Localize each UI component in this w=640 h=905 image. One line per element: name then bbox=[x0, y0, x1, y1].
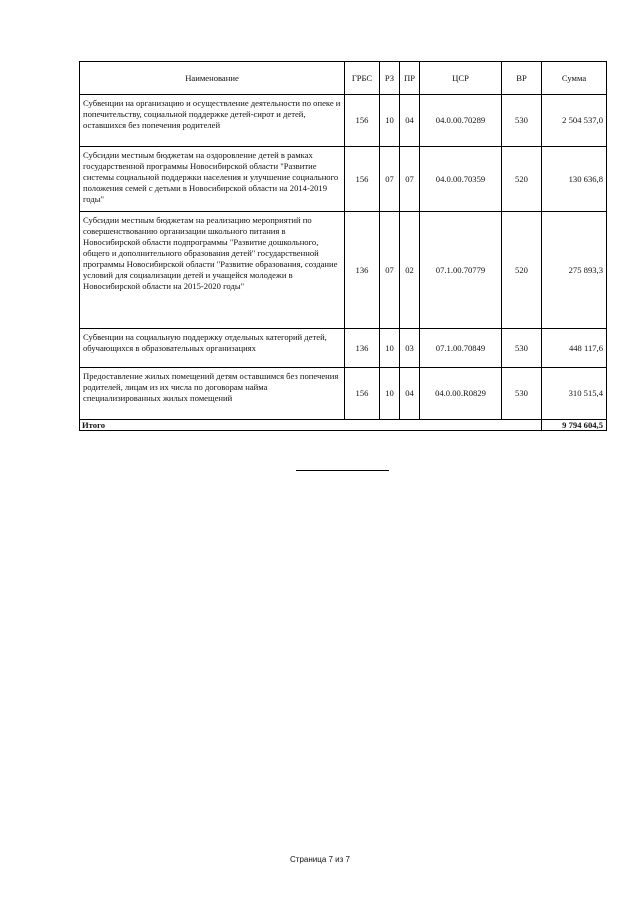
header-grbs: ГРБС bbox=[345, 62, 380, 95]
table-header-row bbox=[80, 62, 607, 95]
row-csr: 04.0.00.70359 bbox=[420, 147, 502, 212]
row-grbs: 136 bbox=[345, 329, 380, 368]
row-vr: 520 bbox=[502, 212, 542, 329]
separator-line bbox=[296, 470, 389, 471]
row-name: Субсидии местным бюджетам на оздоровление детей в рамках государственной программы Новосибирской области "Развитие системы социальной поддержки населения и улучшение социального положения семей с детьми в Новосибирской области на 2014-2019 годы" bbox=[80, 147, 345, 212]
row-pr: 04 bbox=[400, 368, 420, 420]
total-row bbox=[80, 420, 607, 431]
header-sum: Сумма bbox=[542, 62, 607, 95]
header-vr: ВР bbox=[502, 62, 542, 95]
row-grbs: 156 bbox=[345, 368, 380, 420]
row-rz: 07 bbox=[380, 147, 400, 212]
budget-table bbox=[79, 61, 607, 431]
header-rz: РЗ bbox=[380, 62, 400, 95]
row-sum: 448 117,6 bbox=[542, 329, 607, 368]
table-row bbox=[80, 212, 607, 329]
row-name: Субвенции на организацию и осуществление деятельности по опеке и попечительству, социальной поддержке детей-сирот и детей, оставшихся без попечения родителей bbox=[80, 95, 345, 147]
row-name: Субсидии местным бюджетам на реализацию мероприятий по совершенствованию организации школьного питания в Новосибирской области подпрограммы "Развитие дошкольного, общего и дополнительного образования детей" государственной программы Новосибирской области "Развитие образования, создание условий для социализации детей и учащейся молодежи в Новосибирской области на 2015-2020 годы" bbox=[80, 212, 345, 329]
table-row bbox=[80, 329, 607, 368]
row-vr: 530 bbox=[502, 95, 542, 147]
row-pr: 07 bbox=[400, 147, 420, 212]
total-value: 9 794 604,5 bbox=[542, 420, 607, 431]
row-csr: 04.0.00.70289 bbox=[420, 95, 502, 147]
row-sum: 130 636,8 bbox=[542, 147, 607, 212]
row-grbs: 136 bbox=[345, 212, 380, 329]
row-sum: 275 893,3 bbox=[542, 212, 607, 329]
row-grbs: 156 bbox=[345, 95, 380, 147]
row-grbs: 156 bbox=[345, 147, 380, 212]
row-pr: 04 bbox=[400, 95, 420, 147]
row-rz: 10 bbox=[380, 95, 400, 147]
table-row bbox=[80, 368, 607, 420]
row-rz: 10 bbox=[380, 329, 400, 368]
row-sum: 310 515,4 bbox=[542, 368, 607, 420]
row-rz: 10 bbox=[380, 368, 400, 420]
row-sum: 2 504 537,0 bbox=[542, 95, 607, 147]
table-row bbox=[80, 95, 607, 147]
row-name: Предоставление жилых помещений детям оставшимся без попечения родителей, лицам из их числа по договорам найма специализированных жилых помещений bbox=[80, 368, 345, 420]
row-vr: 530 bbox=[502, 329, 542, 368]
row-name: Субвенции на социальную поддержку отдельных категорий детей, обучающихся в образовательных организациях bbox=[80, 329, 345, 368]
row-pr: 02 bbox=[400, 212, 420, 329]
table-row bbox=[80, 147, 607, 212]
page-number: Страница 7 из 7 bbox=[290, 855, 350, 864]
total-label: Итого bbox=[80, 420, 542, 431]
row-csr: 04.0.00.R0829 bbox=[420, 368, 502, 420]
row-pr: 03 bbox=[400, 329, 420, 368]
header-csr: ЦСР bbox=[420, 62, 502, 95]
header-pr: ПР bbox=[400, 62, 420, 95]
row-csr: 07.1.00.70779 bbox=[420, 212, 502, 329]
header-name: Наименование bbox=[80, 62, 345, 95]
row-csr: 07.1.00.70849 bbox=[420, 329, 502, 368]
row-vr: 520 bbox=[502, 147, 542, 212]
row-rz: 07 bbox=[380, 212, 400, 329]
row-vr: 530 bbox=[502, 368, 542, 420]
